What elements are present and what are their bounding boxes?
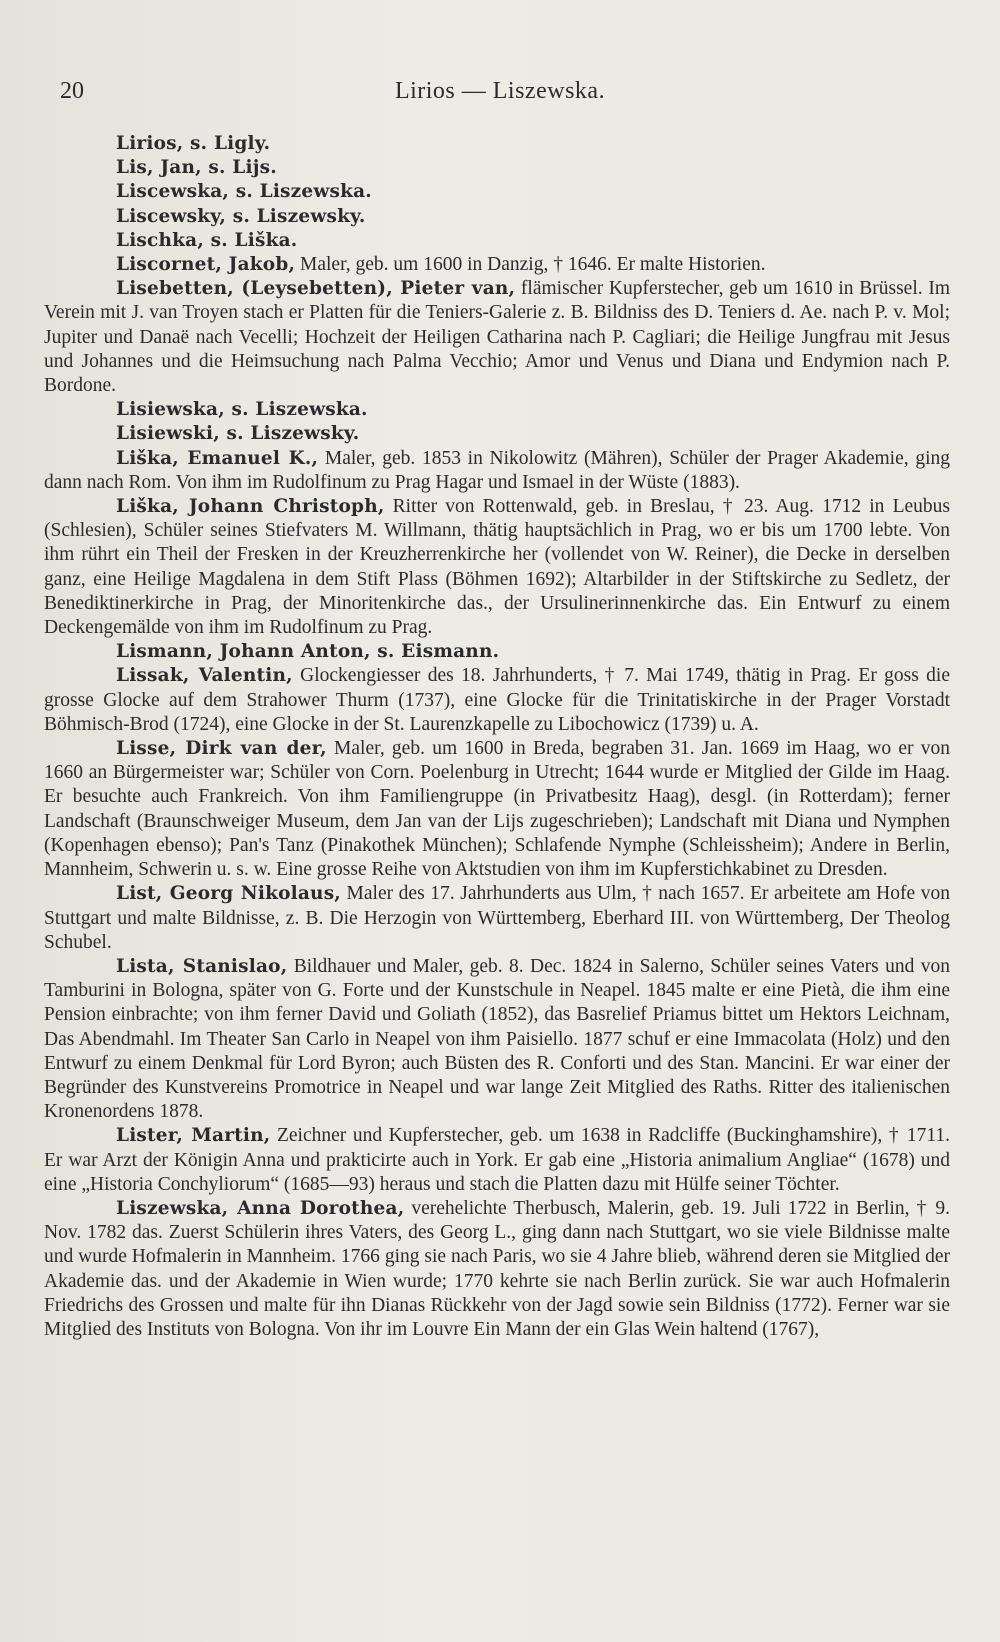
entry-lemma: Liszewska, Anna Dorothea, [116, 1197, 405, 1219]
entry-text: flämischer Kupferstecher, geb um 1610 in Brüssel. Im Verein mit J. van Troyen stach er Platten für die Teniers-Galerie z. B. Bildniss des D. Teniers d. Ae. nach P. v. Mol; Jupiter und Danaë nach Vecelli; Hochzeit der Heiligen Catharina nach P. Cagliari; die Heilige Jungfrau mit Jesus und Johannes und die Heimsuchung nach Palma Vecchio; Amor und Venus und Diana und Endymion nach P. Bordone. [44, 278, 951, 397]
entry-lemma: Lista, Stanislao, [116, 955, 288, 977]
entry [44, 737, 950, 882]
dictionary-body [44, 132, 950, 1342]
entry-text: Maler, geb. 1853 in Nikolowitz (Mähren), Schüler der Prager Akademie, ging dann nach Rom. Von ihm im Rudolfinum zu Prag Hagar und Ismael in der Wüste (1883). [44, 447, 950, 493]
entry [44, 447, 950, 495]
entry-text: Bildhauer und Maler, geb. 8. Dec. 1824 in Salerno, Schüler seines Vaters und von Tamburini in Bologna, später von G. Forte und der Kunstschule in Neapel. 1845 malte er eine Pietà, die ihm eine Pension einbrachte; von ihm ferner David und Goliath (1852), das Basrelief Priamus bittet um Hektors Leichnam, Das Abendmahl. Im Theater San Carlo in Neapel von ihm Paisiello. 1877 schuf er eine Immacolata (Holz) und den Entwurf zu einem Denkmal für Lord Byron; auch Büsten des R. Conforti und des Stan. Mancini. Er war einer der Begründer des Kunstvereins Promotrice in Neapel und war lange Zeit Mitglied des Raths. Ritter des italienischen Kronenordens 1878. [44, 955, 950, 1123]
running-title: Lirios — Liszewska. [394, 78, 606, 104]
entry-lemma: Liška, Emanuel K., [116, 447, 319, 469]
entry-text: Maler, geb. um 1600 in Danzig, † 1646. Er malte Historien. [295, 254, 766, 276]
entry [44, 229, 950, 253]
page-number: 20 [60, 78, 84, 104]
entry-lemma: Lisse, Dirk van der, [116, 738, 327, 760]
entry-text: verehelichte Therbusch, Malerin, geb. 19. Juli 1722 in Berlin, † 9. Nov. 1782 das. Zuerst Schülerin ihres Vaters, des Georg L., ging dann nach Stuttgart, wo sie viele Bildnisse malte und wurde Hofmalerin in Mannheim. 1766 ging sie nach Paris, wo sie 4 Jahre blieb, während deren sie Mitglied der Akademie das. und der Akademie in Wien wurde; 1770 kehrte sie nach Berlin zurück. Sie war auch Hofmalerin Friedrichs des Grossen und malte für ihn Dianas Rückkehr von der Jagd sowie sein Bildniss (1772). Ferner war sie Mitglied des Instituts von Bologna. Von ihr im Louvre Ein Mann der ein Glas Wein haltend (1767), [44, 1197, 950, 1340]
entry-text: Ritter von Rottenwald, geb. in Breslau, † 23. Aug. 1712 in Leubus (Schlesien), Schüler seines Stiefvaters M. Willmann, thätig hauptsächlich in Prag, wo er bis um 1700 lebte. Von ihm rührt ein Theil der Fresken in der Kreuzherrenkirche her (vollendet von W. Reiner), die Decke in derselben ganz, eine Heilige Magdalena in dem Stift Plass (Böhmen 1692); Altarbilder in der Stiftskirche zu Sedletz, der Benediktinerkirche in Prag, der Minoritenkirche das., der Ursulinerinnenkirche das. Ein Entwurf zu einem Deckengemälde von ihm im Rudolfinum zu Prag. [44, 496, 950, 639]
entry-lemma: Lisiewski, s. Liszewsky. [116, 423, 360, 445]
entry-lemma: Lissak, Valentin, [116, 665, 293, 687]
entry-text: Maler, geb. um 1600 in Breda, begraben 31. Jan. 1669 im Haag, wo er von 1660 an Bürgermeister war; Schüler von Corn. Poelenburg in Utrecht; 1644 wurde er Mitglied der Gilde im Haag. Er besuchte auch Frankreich. Von ihm Familiengruppe (in Privatbesitz Haag), desgl. (in Rotterdam); ferner Landschaft (Braunschweiger Museum, dem Jan van der Lijs zugeschrieben); Landschaft mit Diana und Nymphen (Kopenhagen ebenso); Pan's Tanz (Pinakothek München); Schlafende Nymphe (Schleissheim); Andere in Berlin, Mannheim, Schwerin u. s. w. Eine grosse Reihe von Aktstudien von ihm im Kupferstichkabinet zu Dresden. [44, 738, 950, 881]
entry-lemma: Lischka, s. Liška. [116, 229, 298, 251]
entry-text: Zeichner und Kupferstecher, geb. um 1638 in Radcliffe (Buckinghamshire), † 1711. Er war Arzt der Königin Anna und prakticirte auch in York. Er gab eine „Historia animalium Angliae“ (1678) und eine „Historia Conchyliorum“ (1685—93) heraus und stach die Platten dazu mit Hülfe seiner Töchter. [44, 1125, 950, 1195]
entry-lemma: Lister, Martin, [116, 1125, 271, 1147]
entry-lemma: Lismann, Johann Anton, s. Eismann. [116, 641, 500, 663]
entry [44, 132, 950, 156]
entry [44, 205, 950, 229]
entry-lemma: Lirios, s. Ligly. [116, 133, 271, 154]
entry [44, 277, 950, 398]
entry [44, 180, 950, 204]
entry [44, 640, 950, 664]
entry [44, 664, 950, 737]
entry-lemma: List, Georg Nikolaus, [116, 883, 341, 905]
entry [44, 156, 950, 180]
entry-text: Glockengiesser des 18. Jahrhunderts, † 7. Mai 1749, thätig in Prag. Er goss die grosse Glocke auf dem Strahower Thurm (1737), eine Glocke für die Trinitatiskirche in der Prager Vorstadt Böhmisch-Brod (1724), eine Glocke in der St. Laurenzkapelle zu Libochowicz (1739) u. A. [44, 665, 951, 735]
entry [44, 495, 950, 640]
page-header [60, 78, 940, 118]
entry-lemma: Lisebetten, (Leysebetten), Pieter van, [116, 278, 516, 300]
entry [44, 1197, 950, 1342]
entry [44, 955, 950, 1124]
entry-lemma: Liscewsky, s. Liszewsky. [116, 205, 366, 227]
entry [44, 253, 950, 277]
entry-lemma: Lisiewska, s. Liszewska. [116, 399, 368, 421]
entry [44, 422, 950, 446]
entry-lemma: Liscewska, s. Liszewska. [116, 181, 372, 203]
entry-lemma: Liscornet, Jakob, [116, 254, 296, 276]
entry-lemma: Liška, Johann Christoph, [116, 496, 385, 518]
entry [44, 882, 950, 955]
entry [44, 398, 950, 422]
entry-lemma: Lis, Jan, s. Lijs. [116, 157, 277, 179]
entry [44, 1124, 950, 1197]
entry-text: Maler des 17. Jahrhunderts aus Ulm, † nach 1657. Er arbeitete am Hofe von Stuttgart und malte Bildnisse, z. B. Die Herzogin von Württemberg, Eberhard III. von Württemberg, Der Theolog Schubel. [44, 883, 950, 953]
